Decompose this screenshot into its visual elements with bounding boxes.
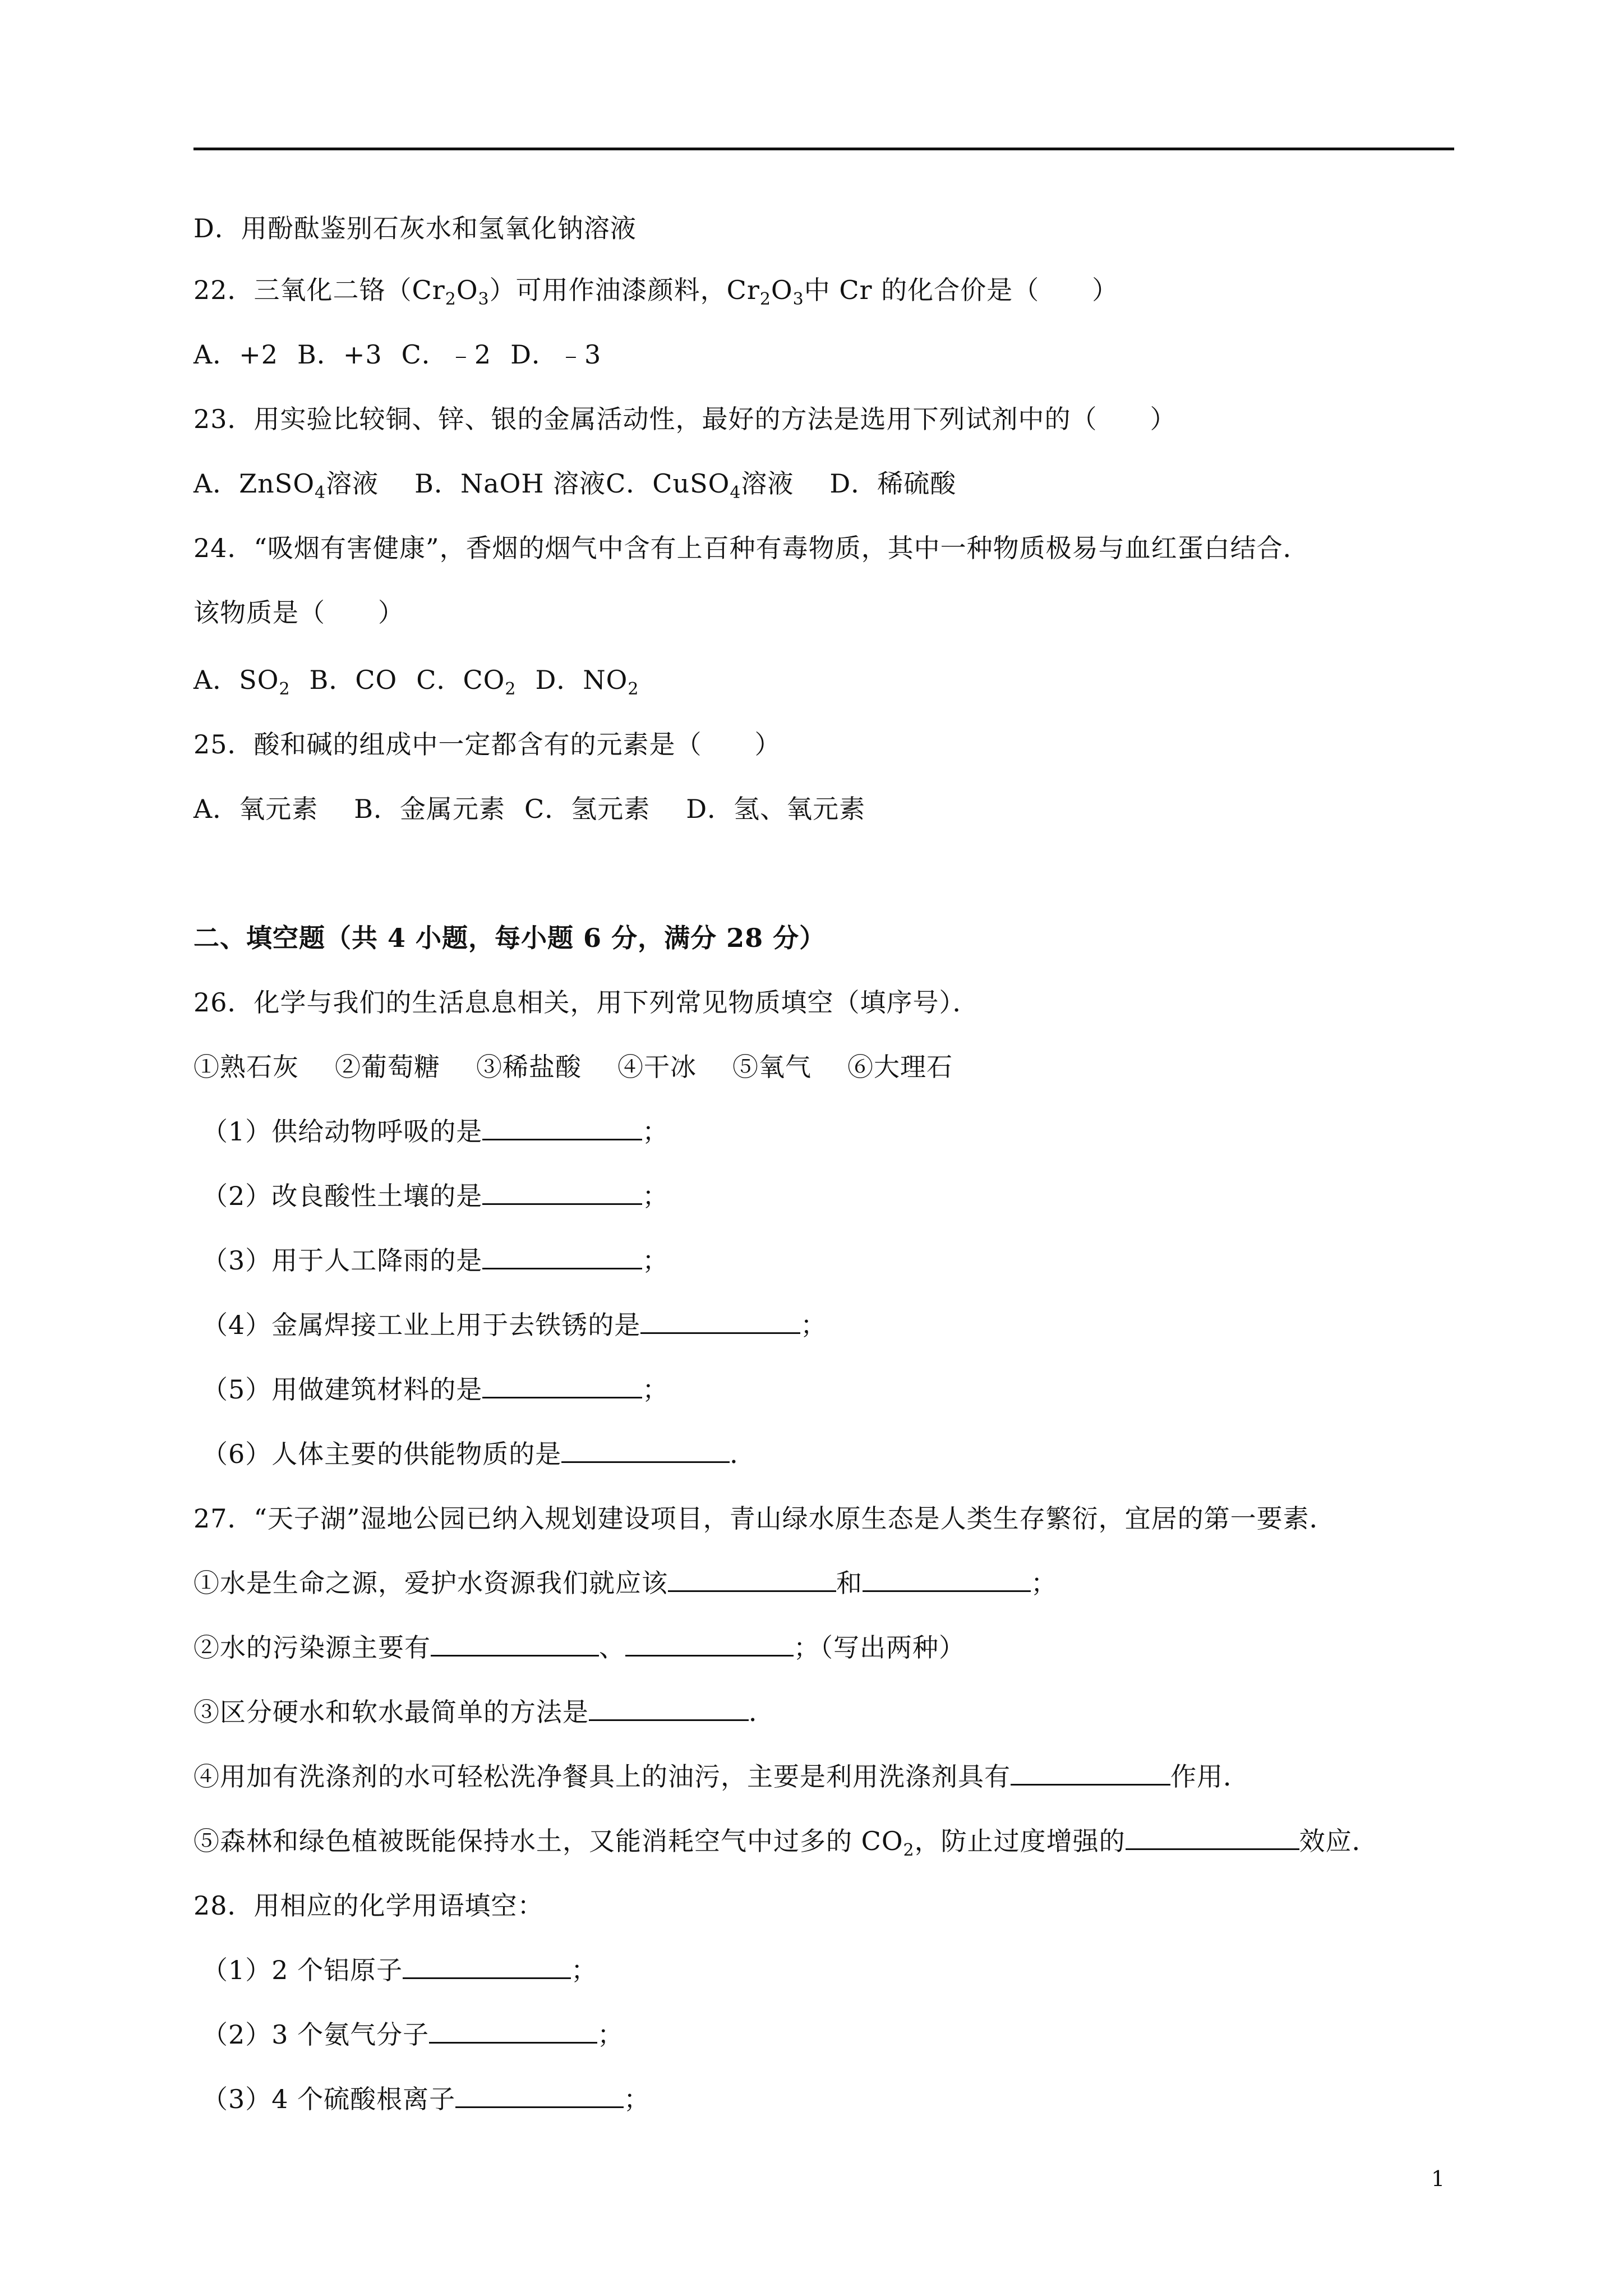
- q22-options: [193, 338, 601, 371]
- answer-blank[interactable]: [429, 2019, 597, 2044]
- q27-part-5: ⑤森林和绿色植被既能保持水土，又能消耗空气中过多的 $CO_2$，防止过度增强的 效应．: [193, 1826, 1378, 1860]
- q26-item: ⑤氧气: [732, 1052, 811, 1082]
- answer-blank[interactable]: [455, 2084, 624, 2108]
- q22-option-a: A．+2: [193, 339, 279, 370]
- q26-part-4: （4）金属焊接工业上用于去铁锈的是 ；: [202, 1310, 827, 1340]
- answer-blank[interactable]: [482, 1181, 642, 1205]
- q21-option-d: D．用酚酞鉴别石灰水和氢氧化钠溶液: [193, 213, 637, 243]
- q23-option-c: C．CuSO$_4$溶液: [606, 468, 794, 503]
- q27-part-1: ①水是生命之源，爱护水资源我们就应该 和 ；: [193, 1568, 1057, 1598]
- q28-part-2: （2）3 个氨气分子 ；: [202, 2019, 624, 2050]
- section-heading: 二、填空题（共 4 小题，每小题 6 分，满分 28 分）: [193, 923, 826, 953]
- answer-blank[interactable]: [625, 1632, 794, 1657]
- q28-stem: 28．用相应的化学用语填空：: [193, 1890, 544, 1921]
- q23-option-b: B．NaOH 溶液: [414, 468, 606, 499]
- q25-option-c: C．氢元素: [524, 794, 651, 824]
- q24-option-a: A．$SO_2$: [193, 665, 291, 699]
- q28-part-3: （3）4 个硫酸根离子 ；: [202, 2084, 651, 2114]
- q23-option-d: D．稀硫酸: [829, 468, 957, 499]
- q24-stem-line1: 24．“吸烟有害健康”，香烟的烟气中含有上百种有毒物质，其中一种物质极易与血红蛋白结合．: [193, 533, 1310, 563]
- q26-part-2: （2）改良酸性土壤的是 ；: [202, 1181, 669, 1211]
- q24-option-c: C．$CO_2$: [416, 665, 517, 699]
- q25-options: [193, 793, 865, 825]
- q25-option-d: D．氢、氧元素: [686, 794, 866, 824]
- q23-options: [193, 467, 956, 509]
- answer-blank[interactable]: [863, 1568, 1031, 1592]
- q26-part-6: （6）人体主要的供能物质的是 ．: [202, 1439, 757, 1469]
- answer-blank[interactable]: [1011, 1761, 1170, 1786]
- answer-blank[interactable]: [1126, 1826, 1299, 1850]
- q26-item: ④干冰: [617, 1052, 697, 1082]
- answer-blank[interactable]: [589, 1697, 749, 1721]
- q24-option-b: B．CO: [309, 665, 398, 695]
- q25-option-b: B．金属元素: [354, 794, 506, 824]
- answer-blank[interactable]: [482, 1374, 642, 1398]
- q27-stem: 27．“天子湖”湿地公园已纳入规划建设项目，青山绿水原生态是人类生存繁衍，宜居的第一要素．: [193, 1503, 1336, 1534]
- q26-items: [193, 1051, 953, 1083]
- q26-item: ③稀盐酸: [476, 1052, 582, 1082]
- q24-options: [193, 664, 639, 706]
- answer-blank[interactable]: [482, 1116, 642, 1140]
- q27-part-4: ④用加有洗涤剂的水可轻松洗净餐具上的油污，主要是利用洗涤剂具有 作用．: [193, 1761, 1249, 1792]
- q22-option-b: B．+3: [297, 339, 382, 370]
- answer-blank[interactable]: [482, 1245, 642, 1269]
- answer-blank[interactable]: [640, 1310, 800, 1334]
- q26-item: ②葡萄糖: [335, 1052, 440, 1082]
- q24-option-d: D．$NO_2$: [535, 665, 639, 699]
- q25-option-a: A．氧元素: [193, 794, 319, 824]
- q22-option-c: C．﹣2: [401, 339, 492, 370]
- answer-blank[interactable]: [431, 1632, 599, 1657]
- header-rule: [193, 148, 1454, 150]
- q23-stem: 23．用实验比较铜、锌、银的金属活动性，最好的方法是选用下列试剂中的（ ）: [193, 404, 1177, 434]
- q25-stem: 25．酸和碱的组成中一定都含有的元素是（ ）: [193, 729, 781, 760]
- q24-stem-line2: 该物质是（ ）: [193, 597, 404, 628]
- answer-blank[interactable]: [668, 1568, 836, 1592]
- q27-part-3: ③区分硬水和软水最简单的方法是 ．: [193, 1697, 775, 1727]
- answer-blank[interactable]: [403, 1955, 571, 1979]
- q23-option-a: A．ZnSO$_4$溶液: [193, 468, 379, 503]
- q26-part-5: （5）用做建筑材料的是 ；: [202, 1374, 669, 1405]
- q22-stem: 22．三氧化二铬$(Cr_2O_3)$可用作油漆颜料，$Cr_2O_3$中 Cr 的化合价是（ ）: [193, 275, 1119, 309]
- q26-stem: 26．化学与我们的生活息息相关，用下列常见物质填空（填序号）．: [193, 987, 979, 1018]
- page-number: 1: [1431, 2166, 1445, 2191]
- q27-part-2: ②水的污染源主要有 、 ；（写出两种）: [193, 1632, 965, 1663]
- q22-option-d: D．﹣3: [510, 339, 602, 370]
- q28-part-1: （1）2 个铝原子 ；: [202, 1955, 598, 1985]
- q26-item: ⑥大理石: [847, 1052, 953, 1082]
- q26-part-1: （1）供给动物呼吸的是 ；: [202, 1116, 669, 1147]
- answer-blank[interactable]: [561, 1439, 730, 1463]
- q26-part-3: （3）用于人工降雨的是 ；: [202, 1245, 669, 1276]
- q26-item: ①熟石灰: [193, 1052, 299, 1082]
